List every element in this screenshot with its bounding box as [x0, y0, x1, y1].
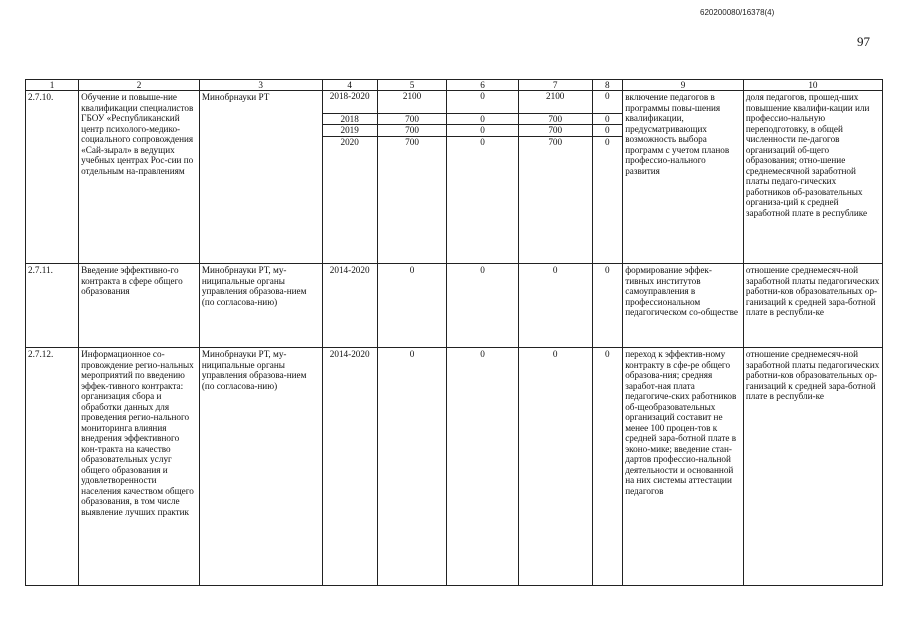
col6-cell	[447, 91, 519, 264]
col-header: 10	[743, 80, 882, 91]
col7-value: 700	[519, 113, 592, 125]
year-value: 2019	[323, 125, 377, 137]
col6-value: 0	[447, 125, 518, 137]
col8-cell: 0	[592, 264, 623, 348]
years-cell	[322, 91, 377, 264]
col7-value: 700	[519, 125, 592, 137]
col8-value: 0	[593, 91, 623, 113]
row-number: 2.7.10.	[26, 91, 79, 264]
col6-value: 0	[447, 91, 518, 113]
col-header: 9	[623, 80, 744, 91]
col-header: 5	[377, 80, 447, 91]
col8-value: 0	[593, 125, 623, 137]
year-value: 2020	[340, 136, 359, 147]
page-number: 97	[857, 34, 870, 49]
total-value: 700	[405, 136, 419, 147]
indicator-cell: отношение среднемесяч-ной заработной платы педагогических работни-ков образовательных ор-ганизаций к средней зара-ботной плате в республи-ке	[743, 348, 882, 586]
total-value: 700	[378, 113, 447, 125]
year-value: 2018	[323, 113, 377, 125]
indicator-cell: доля педагогов, прошед-ших повышение квалифи-кации или профессио-нальную переподготовку, в общей численности пе-дагогов организаций об-щего образования; отно-шение среднемесячной заработной платы педаго-гических работников об-разовательных организа-ций к средней заработной плате в республике	[743, 91, 882, 264]
year-value: 2018-2020	[323, 91, 377, 113]
table-row	[26, 264, 883, 348]
col7-cell	[518, 91, 592, 264]
total-value: 700	[378, 125, 447, 137]
table-row	[26, 348, 883, 586]
activity-cell: Информационное со-провождение регио-нальных мероприятий по введению эффек-тивного контракта: организация сбора и обработки данных для проведения регио-нального мониторинга влияния внедрения эффективного кон-тракта на качество образовательных услуг общего образования и удовлетворенности населения качеством общего образования, в том числе выявление лучших практик	[79, 348, 200, 586]
total-cell: 0	[377, 264, 447, 348]
activity-cell: Введение эффективно-го контракта в сфере общего образования	[79, 264, 200, 348]
col7-cell: 0	[518, 348, 592, 586]
col8-cell: 0	[592, 348, 623, 586]
row-number: 2.7.12.	[26, 348, 79, 586]
col-header: 3	[199, 80, 322, 91]
years-cell: 2014-2020	[322, 264, 377, 348]
col6-cell: 0	[447, 264, 519, 348]
col6-cell: 0	[447, 348, 519, 586]
col6-value: 0	[480, 136, 485, 147]
executor-cell: Минобрнауки РТ, му-ниципальные органы управления образова-нием (по согласова-нию)	[199, 264, 322, 348]
col7-value: 700	[548, 136, 563, 147]
table-row	[26, 91, 883, 264]
total-value: 2100	[378, 91, 447, 113]
plan-table	[25, 79, 883, 586]
col-header: 2	[79, 80, 200, 91]
col-header: 6	[447, 80, 519, 91]
col8-value: 0	[593, 113, 623, 125]
header-row	[26, 80, 883, 91]
col7-value: 2100	[519, 91, 592, 113]
col-header: 8	[592, 80, 623, 91]
activity-cell: Обучение и повыше-ние квалификации специалистов ГБОУ «Республиканский центр психолого-медико-социального сопровождения «Сай-зырал» в ведущих учебных центрах Рос-сии по отдельным на-правлениям	[79, 91, 200, 264]
col8-cell	[592, 91, 623, 264]
col7-cell: 0	[518, 264, 592, 348]
document-id: 620200080/16378(4)	[700, 8, 775, 17]
indicator-cell: отношение среднемесяч-ной заработной платы педагогических работни-ков образовательных ор-ганизаций к средней зара-ботной плате в республи-ке	[743, 264, 882, 348]
col6-value: 0	[447, 113, 518, 125]
col8-value: 0	[605, 136, 610, 147]
years-cell: 2014-2020	[322, 348, 377, 586]
col-header: 7	[518, 80, 592, 91]
executor-cell: Минобрнауки РТ, му-ниципальные органы управления образова-нием (по согласова-нию)	[199, 348, 322, 586]
executor-cell: Минобрнауки РТ	[199, 91, 322, 264]
row-number: 2.7.11.	[26, 264, 79, 348]
col-header: 4	[322, 80, 377, 91]
col-header: 1	[26, 80, 79, 91]
result-cell: включение педагогов в программы повы-шения квалификации, предусматривающих возможность выбора программ с учетом планов профессио-нального развития	[623, 91, 744, 264]
result-cell: переход к эффектив-ному контракту в сфе-ре общего образова-ния; средняя заработ-ная плата педагогиче-ских работников об-щеобразовательных организаций составит не менее 100 процен-тов к средней зара-ботной плате в эконо-мике; введение стан-дартов профессио-нальной деятельности и основанной на них системы аттестации педагогов	[623, 348, 744, 586]
total-cell	[377, 91, 447, 264]
result-cell: формирование эффек-тивных институтов самоуправления в профессиональном педагогическом со-обществе	[623, 264, 744, 348]
total-cell: 0	[377, 348, 447, 586]
